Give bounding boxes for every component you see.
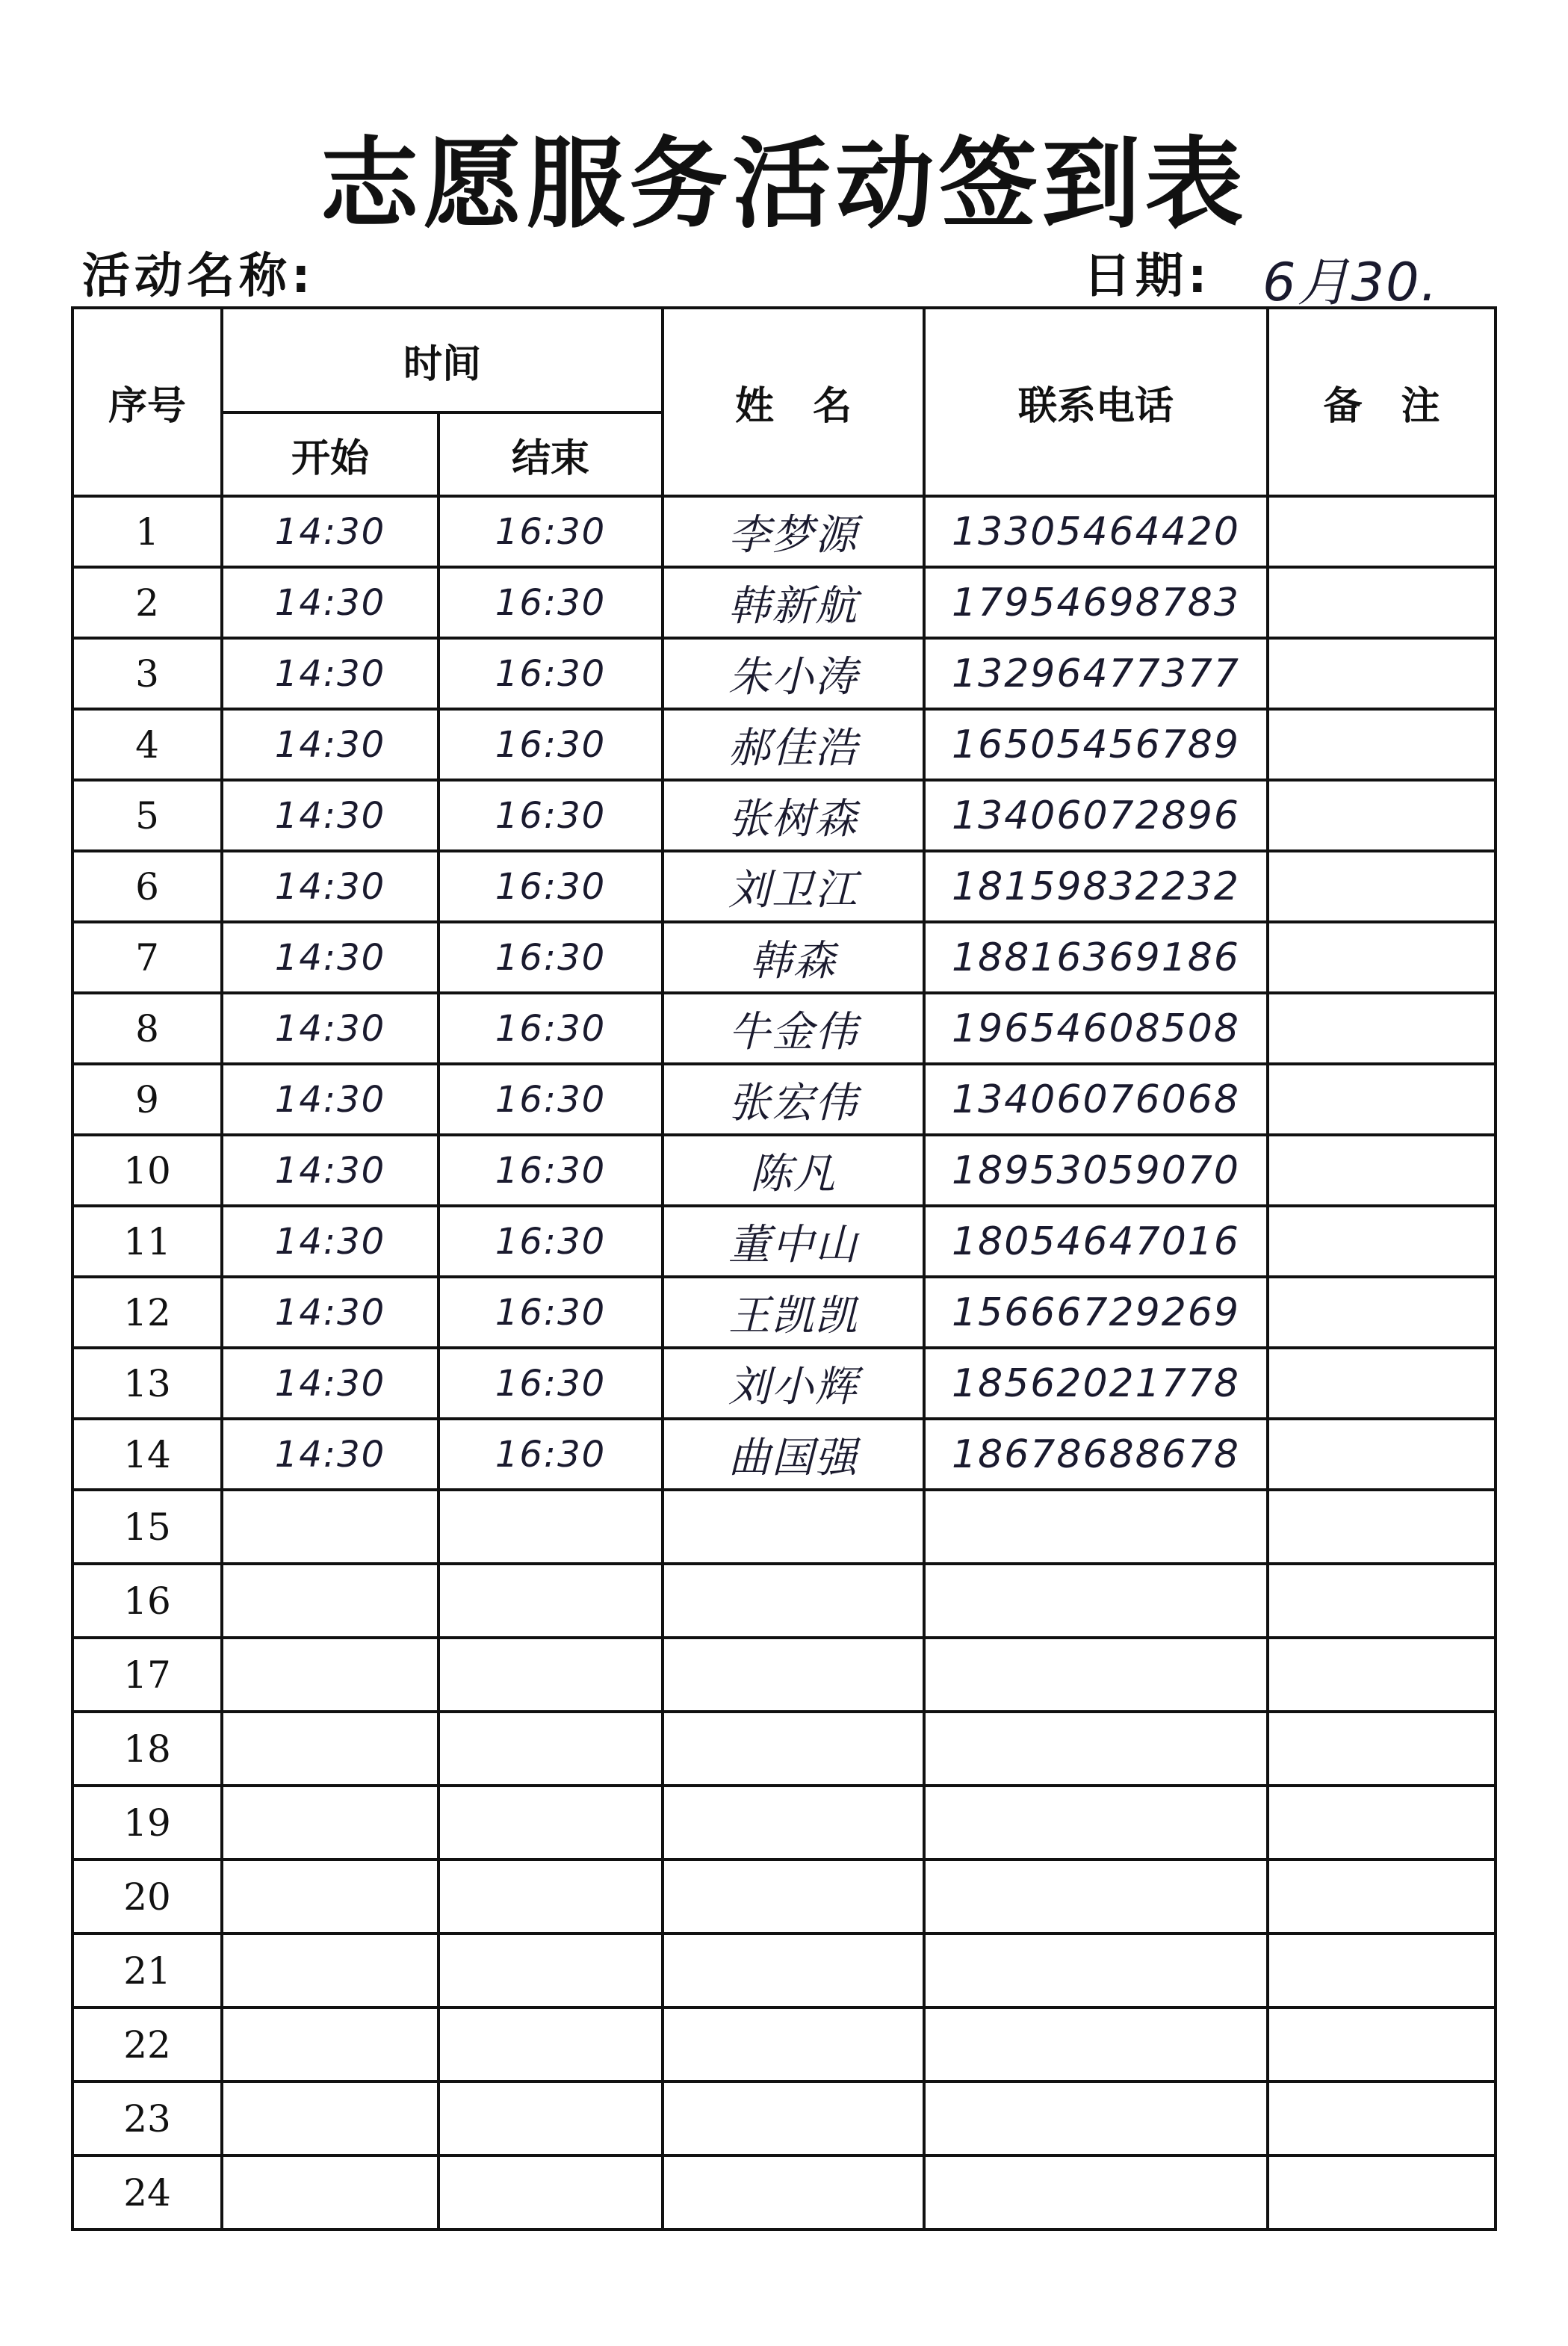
remark-cell xyxy=(1268,851,1496,922)
start-time-cell xyxy=(222,2155,439,2229)
header-remark: 备 注 xyxy=(1268,308,1496,496)
remark-cell xyxy=(1268,780,1496,851)
table-row xyxy=(72,993,1496,1064)
seq-cell: 2 xyxy=(72,567,222,638)
remark-cell xyxy=(1268,638,1496,709)
seq-cell: 11 xyxy=(72,1206,222,1277)
table-row xyxy=(72,1712,1496,1786)
remark-cell xyxy=(1268,709,1496,780)
start-time-cell xyxy=(222,1490,439,1564)
end-time-cell: 16:30 xyxy=(439,496,663,567)
start-time-cell xyxy=(222,2082,439,2155)
seq-cell: 1 xyxy=(72,496,222,567)
end-time-cell xyxy=(439,1638,663,1712)
table-row xyxy=(72,851,1496,922)
end-time-cell: 16:30 xyxy=(439,780,663,851)
start-time-cell: 14:30 xyxy=(222,1277,439,1348)
phone-cell: 18953059070 xyxy=(924,1135,1268,1206)
end-time-cell xyxy=(439,2082,663,2155)
phone-cell xyxy=(924,1934,1268,2008)
start-time-cell: 14:30 xyxy=(222,709,439,780)
remark-cell xyxy=(1268,1135,1496,1206)
name-cell: 牛金伟 xyxy=(663,993,924,1064)
remark-cell xyxy=(1268,567,1496,638)
seq-cell: 19 xyxy=(72,1786,222,1860)
header-time: 时间 xyxy=(222,308,663,412)
table-row xyxy=(72,1934,1496,2008)
seq-cell: 23 xyxy=(72,2082,222,2155)
start-time-cell: 14:30 xyxy=(222,1064,439,1135)
end-time-cell xyxy=(439,2008,663,2082)
start-time-cell xyxy=(222,1712,439,1786)
phone-cell xyxy=(924,2155,1268,2229)
name-cell: 刘小辉 xyxy=(663,1348,924,1419)
end-time-cell: 16:30 xyxy=(439,1277,663,1348)
phone-cell: 17954698783 xyxy=(924,567,1268,638)
phone-cell xyxy=(924,1490,1268,1564)
start-time-cell xyxy=(222,1934,439,2008)
header-start: 开始 xyxy=(222,412,439,496)
table-row xyxy=(72,1348,1496,1419)
table-row xyxy=(72,1638,1496,1712)
seq-cell: 17 xyxy=(72,1638,222,1712)
table-row xyxy=(72,780,1496,851)
phone-cell: 18562021778 xyxy=(924,1348,1268,1419)
name-cell xyxy=(663,1564,924,1638)
end-time-cell xyxy=(439,2155,663,2229)
phone-cell xyxy=(924,1564,1268,1638)
date-label: 日期: xyxy=(1083,249,1212,304)
end-time-cell: 16:30 xyxy=(439,567,663,638)
remark-cell xyxy=(1268,496,1496,567)
table-row xyxy=(72,1135,1496,1206)
start-time-cell: 14:30 xyxy=(222,1348,439,1419)
name-cell xyxy=(663,2082,924,2155)
phone-cell xyxy=(924,1786,1268,1860)
start-time-cell: 14:30 xyxy=(222,496,439,567)
table-row xyxy=(72,1206,1496,1277)
name-cell: 陈凡 xyxy=(663,1135,924,1206)
remark-cell xyxy=(1268,2155,1496,2229)
seq-cell: 16 xyxy=(72,1564,222,1638)
phone-cell xyxy=(924,1712,1268,1786)
end-time-cell xyxy=(439,1860,663,1934)
end-time-cell: 16:30 xyxy=(439,709,663,780)
remark-cell xyxy=(1268,1490,1496,1564)
start-time-cell: 14:30 xyxy=(222,1135,439,1206)
table-row xyxy=(72,922,1496,993)
phone-cell: 15666729269 xyxy=(924,1277,1268,1348)
seq-cell: 9 xyxy=(72,1064,222,1135)
table-row xyxy=(72,1419,1496,1490)
seq-cell: 12 xyxy=(72,1277,222,1348)
header-end: 结束 xyxy=(439,412,663,496)
phone-cell: 13406076068 xyxy=(924,1064,1268,1135)
name-cell: 曲国强 xyxy=(663,1419,924,1490)
end-time-cell: 16:30 xyxy=(439,1348,663,1419)
phone-cell: 13305464420 xyxy=(924,496,1268,567)
seq-cell: 5 xyxy=(72,780,222,851)
table-row xyxy=(72,1490,1496,1564)
end-time-cell: 16:30 xyxy=(439,1064,663,1135)
end-time-cell: 16:30 xyxy=(439,1419,663,1490)
name-cell xyxy=(663,1786,924,1860)
end-time-cell: 16:30 xyxy=(439,993,663,1064)
end-time-cell xyxy=(439,1564,663,1638)
table-row xyxy=(72,638,1496,709)
seq-cell: 6 xyxy=(72,851,222,922)
seq-cell: 18 xyxy=(72,1712,222,1786)
end-time-cell xyxy=(439,1934,663,2008)
seq-cell: 3 xyxy=(72,638,222,709)
table-row xyxy=(72,2082,1496,2155)
start-time-cell: 14:30 xyxy=(222,1206,439,1277)
table-row xyxy=(72,1277,1496,1348)
remark-cell xyxy=(1268,1564,1496,1638)
end-time-cell xyxy=(439,1786,663,1860)
name-cell: 韩新航 xyxy=(663,567,924,638)
remark-cell xyxy=(1268,1348,1496,1419)
phone-cell xyxy=(924,1638,1268,1712)
remark-cell xyxy=(1268,922,1496,993)
remark-cell xyxy=(1268,1277,1496,1348)
phone-cell: 13296477377 xyxy=(924,638,1268,709)
table-row xyxy=(72,1860,1496,1934)
remark-cell xyxy=(1268,1786,1496,1860)
name-cell: 郝佳浩 xyxy=(663,709,924,780)
phone-cell xyxy=(924,2082,1268,2155)
seq-cell: 10 xyxy=(72,1135,222,1206)
table-row xyxy=(72,496,1496,567)
remark-cell xyxy=(1268,1206,1496,1277)
page-title: 志愿服务活动签到表 xyxy=(320,126,1248,242)
name-cell xyxy=(663,2008,924,2082)
name-cell: 刘卫江 xyxy=(663,851,924,922)
seq-cell: 22 xyxy=(72,2008,222,2082)
seq-cell: 15 xyxy=(72,1490,222,1564)
end-time-cell: 16:30 xyxy=(439,922,663,993)
name-cell xyxy=(663,2155,924,2229)
start-time-cell: 14:30 xyxy=(222,567,439,638)
start-time-cell xyxy=(222,2008,439,2082)
header-name: 姓 名 xyxy=(663,308,924,496)
remark-cell xyxy=(1268,2008,1496,2082)
start-time-cell xyxy=(222,1638,439,1712)
end-time-cell xyxy=(439,1712,663,1786)
table-row xyxy=(72,567,1496,638)
seq-cell: 7 xyxy=(72,922,222,993)
start-time-cell: 14:30 xyxy=(222,1419,439,1490)
seq-cell: 21 xyxy=(72,1934,222,2008)
start-time-cell: 14:30 xyxy=(222,922,439,993)
seq-cell: 8 xyxy=(72,993,222,1064)
remark-cell xyxy=(1268,1064,1496,1135)
end-time-cell: 16:30 xyxy=(439,851,663,922)
start-time-cell xyxy=(222,1786,439,1860)
header-phone: 联系电话 xyxy=(924,308,1268,496)
phone-cell: 18159832232 xyxy=(924,851,1268,922)
name-cell: 李梦源 xyxy=(663,496,924,567)
name-cell xyxy=(663,1490,924,1564)
remark-cell xyxy=(1268,1712,1496,1786)
table-row xyxy=(72,709,1496,780)
table-row xyxy=(72,1064,1496,1135)
name-cell: 朱小涛 xyxy=(663,638,924,709)
name-cell: 张树森 xyxy=(663,780,924,851)
date-value: 6月30. xyxy=(1262,252,1439,313)
start-time-cell: 14:30 xyxy=(222,851,439,922)
start-time-cell xyxy=(222,1564,439,1638)
start-time-cell: 14:30 xyxy=(222,638,439,709)
name-cell xyxy=(663,1934,924,2008)
table-row xyxy=(72,1564,1496,1638)
remark-cell xyxy=(1268,1934,1496,2008)
signin-table xyxy=(71,306,1497,2231)
seq-cell: 24 xyxy=(72,2155,222,2229)
remark-cell xyxy=(1268,1860,1496,1934)
phone-cell: 18816369186 xyxy=(924,922,1268,993)
name-cell xyxy=(663,1712,924,1786)
seq-cell: 20 xyxy=(72,1860,222,1934)
seq-cell: 14 xyxy=(72,1419,222,1490)
phone-cell: 18678688678 xyxy=(924,1419,1268,1490)
name-cell: 王凯凯 xyxy=(663,1277,924,1348)
phone-cell xyxy=(924,1860,1268,1934)
name-cell: 张宏伟 xyxy=(663,1064,924,1135)
remark-cell xyxy=(1268,1638,1496,1712)
end-time-cell xyxy=(439,1490,663,1564)
end-time-cell: 16:30 xyxy=(439,1206,663,1277)
start-time-cell: 14:30 xyxy=(222,993,439,1064)
table-row xyxy=(72,1786,1496,1860)
header-seq: 序号 xyxy=(72,308,222,496)
table-row xyxy=(72,2155,1496,2229)
name-cell xyxy=(663,1638,924,1712)
seq-cell: 4 xyxy=(72,709,222,780)
name-cell: 韩森 xyxy=(663,922,924,993)
end-time-cell: 16:30 xyxy=(439,1135,663,1206)
phone-cell: 19654608508 xyxy=(924,993,1268,1064)
name-cell xyxy=(663,1860,924,1934)
name-cell: 董中山 xyxy=(663,1206,924,1277)
seq-cell: 13 xyxy=(72,1348,222,1419)
phone-cell: 13406072896 xyxy=(924,780,1268,851)
phone-cell: 18054647016 xyxy=(924,1206,1268,1277)
phone-cell: 16505456789 xyxy=(924,709,1268,780)
remark-cell xyxy=(1268,1419,1496,1490)
end-time-cell: 16:30 xyxy=(439,638,663,709)
start-time-cell xyxy=(222,1860,439,1934)
activity-name-label: 活动名称: xyxy=(82,249,315,304)
start-time-cell: 14:30 xyxy=(222,780,439,851)
remark-cell xyxy=(1268,2082,1496,2155)
table-row xyxy=(72,2008,1496,2082)
remark-cell xyxy=(1268,993,1496,1064)
phone-cell xyxy=(924,2008,1268,2082)
